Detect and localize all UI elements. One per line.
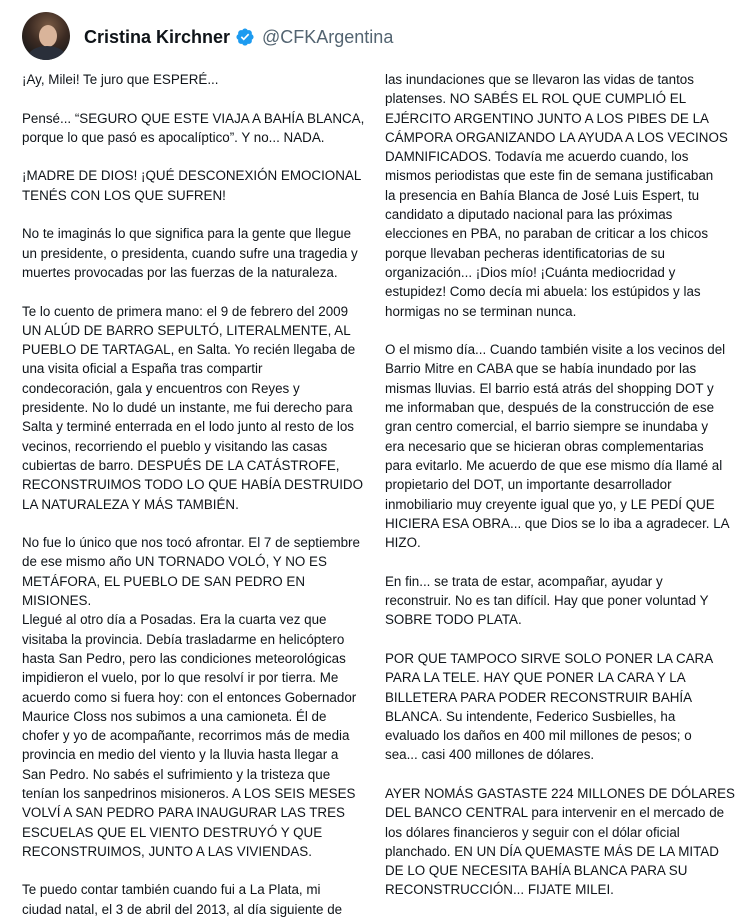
tweet-header: [0, 0, 754, 66]
author-avatar[interactable]: [22, 12, 70, 60]
paragraph: No te imaginás lo que significa para la gente que llegue un presidente, o presidenta, cuando sufre una tragedia y muertes provocadas por las fuerzas de la naturaleza.: [22, 226, 358, 280]
avatar-body: [28, 46, 66, 60]
paragraph: Te puedo contar también cuando fui a La Plata, mi ciudad natal, el 3 de abril del 2013, al día siguiente de: [22, 882, 343, 917]
avatar-face: [39, 25, 57, 47]
author-name[interactable]: Cristina Kirchner: [84, 27, 231, 47]
verified-badge-icon: [235, 27, 255, 47]
paragraph: ¡MADRE DE DIOS! ¡QUÉ DESCONEXIÓN EMOCIONAL TENÉS CON LOS QUE SUFREN!: [22, 168, 362, 203]
paragraph: Te lo cuento de primera mano: el 9 de febrero del 2009 UN ALÚD DE BARRO SEPULTÓ, LITERALMENTE, AL PUEBLO DE TARTAGAL, en Salta. Yo recién llegaba de una visita oficial a España tras compartir condecoración, gala y encuentros con Reyes y presidente. No lo dudé un instante, me fui derecho para Salta y terminé enterrada en el lodo junto al resto de los vecinos, recorriendo el pueblo y visitando las casas cubiertas de barro. DESPUÉS DE LA CATÁSTROFE, RECONSTRUIMOS TODO LO QUE HABÍA DESTRUIDO LA NATURALEZA Y MÁS TAMBIÉN.: [22, 303, 364, 512]
paragraph: las inundaciones que se llevaron las vidas de tantos platenses. NO SABÉS EL ROL QUE CUMPLIÓ EL EJÉRCITO ARGENTINO JUNTO A LOS PIBES DE LA CÁMPORA ORGANIZANDO LA AYUDA A LOS VECINOS DAMNIFICADOS. Todavía me acuerdo cuando, los mismos periodistas que este fin de semana justificaban la presencia en Bahía Blanca de José Luis Espert, tu candidato a diputado nacional para las próximas elecciones en PBA, no paraban de criticar a los chicos porque llevaban pecheras identificatorias de su organización... ¡Dios mío! ¡Cuánta mediocridad y estupidez! Como decía mi abuela: los estúpidos y las hormigas no se terminan nunca.: [385, 72, 728, 319]
paragraph: Pensé... “SEGURO QUE ESTE VIAJA A BAHÍA BLANCA, porque lo que pasó es apocalíptico”. Y no... NADA.: [22, 110, 365, 145]
paragraph: POR QUE TAMPOCO SIRVE SOLO PONER LA CARA PARA LA TELE. HAY QUE PONER LA CARA Y LA BILLETERA PARA PODER RECONSTRUIR BAHÍA BLANCA. Su intendente, Federico Susbielles, ha evaluado los daños en 400 mil millones de pesos; o sea... casi 400 millones de dólares.: [385, 650, 714, 763]
author-handle[interactable]: @CFKArgentina: [262, 27, 394, 47]
paragraph: En fin... se trata de estar, acompañar, ayudar y reconstruir. No es tan difícil. Hay que poner voluntad Y SOBRE TODO PLATA.: [385, 573, 709, 628]
paragraph: AYER NOMÁS GASTASTE 224 MILLONES DE DÓLARES DEL BANCO CENTRAL para intervenir en el mercado de los dólares financieros y seguir con el dólar oficial planchado. EN UN DÍA QUEMASTE MÁS DE LA MITAD DE LO QUE NECESITA BAHÍA BLANCA PARA SU RECONSTRUCCIÓN... FIJATE MILEI.: [385, 785, 735, 898]
tweet-text-right-column: [385, 70, 740, 900]
paragraph: ¡Ay, Milei! Te juro que ESPERÉ...: [22, 72, 219, 87]
paragraph: No fue lo único que nos tocó afrontar. El 7 de septiembre de ese mismo año UN TORNADO VOLÓ, Y NO ES METÁFORA, EL PUEBLO DE SAN PEDRO EN MISIONES. Llegué al otro día a Posadas. Era la cuarta vez que visitaba la provincia. Debía trasladarme en helicóptero hasta San Pedro, pero las condiciones meteorológicas impidieron el vuelo, por lo que resolví ir por tierra. Me acuerdo como si fuera hoy: con el entonces Gobernador Maurice Closs nos subimos a una camioneta. Él de chofer y yo de acompañante, recorrimos más de media provincia en medio del viento y la lluvia hasta llegar a San Pedro. No sabés el sufrimiento y la tristeza que tenían los sanpedrinos misioneros. A LOS SEIS MESES VOLVÍ A SAN PEDRO PARA INAUGURAR LAS TRES ESCUELAS QUE EL VIENTO DESTRUYÓ Y QUE RECONSTRUIMOS, JUNTO A LAS VIVIENDAS.: [22, 535, 360, 859]
tweet-text-left-column: [22, 70, 372, 919]
paragraph: O el mismo día... Cuando también visite a los vecinos del Barrio Mitre en CABA que se había inundado por las mismas lluvias. El barrio está atrás del shopping DOT y me informaban que, después de la construcción de ese gran centro comercial, el barrio siempre se inundaba y era necesario que se hicieran obras complementarias para evitarlo. Me acuerdo de que ese mismo día llamé al propietario del DOT, un importante desarrollador inmobiliario muy creyente igual que yo, y LE PEDÍ QUE HICIERA ESA OBRA... que Dios se lo iba a agradecer. LA HIZO.: [385, 342, 730, 551]
